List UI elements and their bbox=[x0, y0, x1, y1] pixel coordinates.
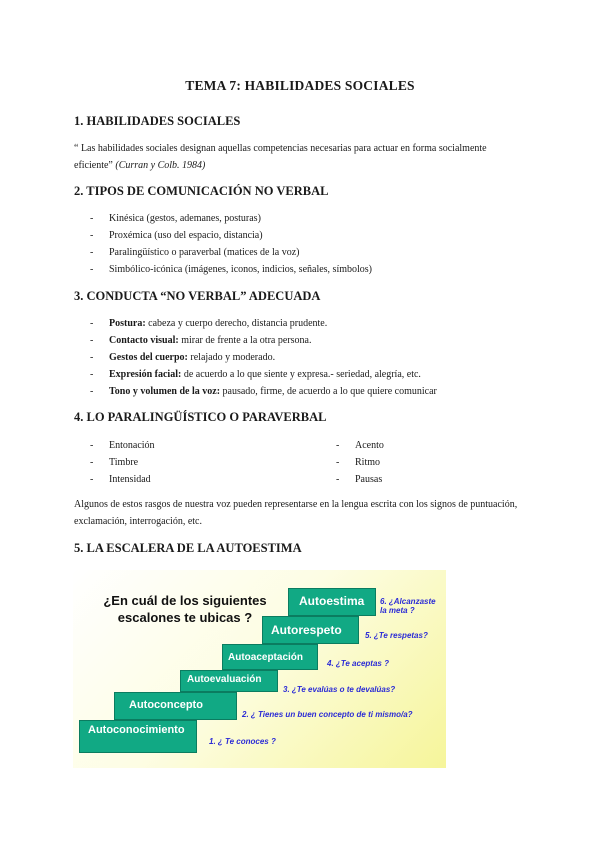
step-3-note: 3. ¿Te evalúas o te devalúas? bbox=[283, 685, 396, 694]
list-item: - Postura: cabeza y cuerpo derecho, distancia prudente. bbox=[90, 315, 437, 332]
list-item: - Paralingüístico o paraverbal (matices de la voz) bbox=[90, 244, 372, 261]
step-5-note: 5. ¿Te respetas? bbox=[365, 631, 428, 640]
step-1-note: 1. ¿ Te conoces ? bbox=[209, 737, 276, 746]
step-autoconcepto: Autoconcepto bbox=[114, 692, 237, 720]
list-item: - Proxémica (uso del espacio, distancia) bbox=[90, 227, 372, 244]
section-4-left-list bbox=[90, 437, 155, 488]
section-1-heading: 1. HABILIDADES SOCIALES bbox=[74, 114, 241, 128]
section-4-right-list bbox=[336, 437, 384, 488]
section-3-list bbox=[90, 315, 437, 400]
list-item: - Tono y volumen de la voz: pausado, firme, de acuerdo a lo que quiere comunicar bbox=[90, 383, 437, 400]
section-4-heading: 4. LO PARALINGÜÍSTICO O PARAVERBAL bbox=[74, 410, 327, 424]
list-item: - Acento bbox=[336, 437, 384, 454]
step-autoconocimiento: Autoconocimiento bbox=[79, 720, 197, 753]
section-5-heading: 5. LA ESCALERA DE LA AUTOESTIMA bbox=[74, 541, 302, 555]
step-6-note: 6. ¿Alcanzaste la meta ? bbox=[380, 597, 436, 615]
list-item: - Timbre bbox=[90, 454, 155, 471]
step-4-note: 4. ¿Te aceptas ? bbox=[327, 659, 389, 668]
step-2-note: 2. ¿ Tienes un buen concepto de ti mismo/a? bbox=[242, 710, 413, 719]
list-item: - Ritmo bbox=[336, 454, 384, 471]
page-title: TEMA 7: HABILIDADES SOCIALES bbox=[185, 78, 415, 93]
step-autoestima: Autoestima bbox=[288, 588, 376, 616]
quote-text: “ Las habilidades sociales designan aquellas competencias necesarias para actuar en forma socialmente eficiente” bbox=[74, 143, 487, 171]
list-item: - Kinésica (gestos, ademanes, posturas) bbox=[90, 210, 372, 227]
list-item: - Simbólico-icónica (imágenes, iconos, indicios, señales, símbolos) bbox=[90, 261, 372, 278]
section-1-quote bbox=[74, 140, 514, 174]
list-item: - Pausas bbox=[336, 471, 384, 488]
section-3-heading: 3. CONDUCTA “NO VERBAL” ADECUADA bbox=[74, 289, 321, 303]
quote-citation: (Curran y Colb. 1984) bbox=[115, 160, 206, 171]
list-item: - Gestos del cuerpo: relajado y moderado. bbox=[90, 349, 437, 366]
staircase-question: ¿En cuál de los siguientes escalones te ubicas ? bbox=[103, 593, 267, 625]
section-2-heading: 2. TIPOS DE COMUNICACIÓN NO VERBAL bbox=[74, 184, 329, 198]
section-4-paragraph: Algunos de estos rasgos de nuestra voz pueden representarse en la lengua escrita con los signos de puntuación, exclamación, interrogación, etc. bbox=[74, 499, 518, 527]
list-item: - Entonación bbox=[90, 437, 155, 454]
list-item: - Contacto visual: mirar de frente a la otra persona. bbox=[90, 332, 437, 349]
self-esteem-staircase bbox=[73, 570, 446, 768]
list-item: - Expresión facial: de acuerdo a lo que siente y expresa.- seriedad, alegría, etc. bbox=[90, 366, 437, 383]
section-2-list bbox=[90, 210, 372, 278]
step-autorespeto: Autorespeto bbox=[262, 616, 359, 644]
step-autoevaluacion: Autoevaluación bbox=[180, 670, 278, 692]
step-autoaceptacion: Autoaceptación bbox=[222, 644, 318, 670]
list-item: - Intensidad bbox=[90, 471, 155, 488]
